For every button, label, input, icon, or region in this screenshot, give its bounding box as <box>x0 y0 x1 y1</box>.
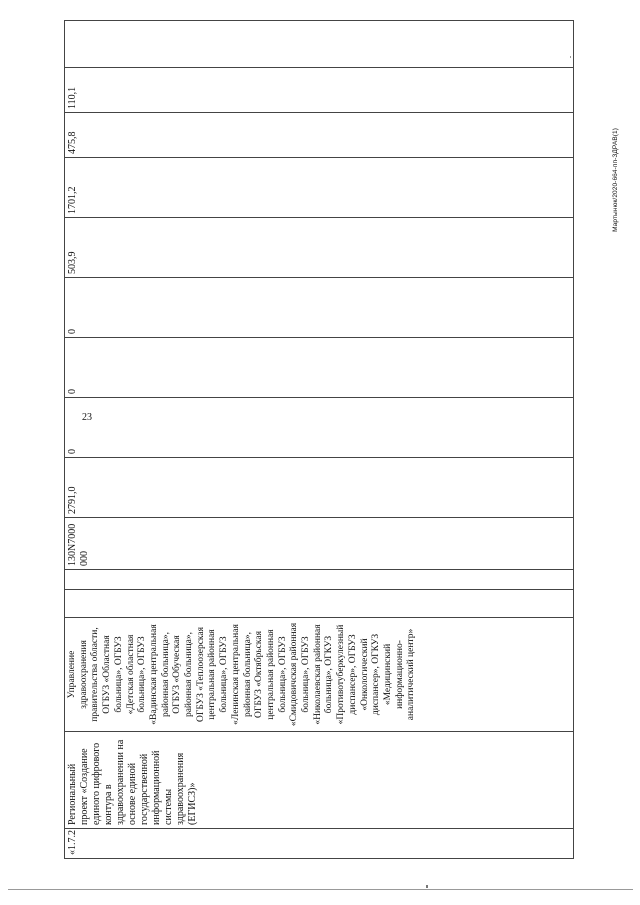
scan-edge-line <box>8 889 633 890</box>
document-code: Мартынюк/2020-664-пп-ЗДРАВ(1) <box>612 128 619 232</box>
project-name: Региональный проект «Создание единого цифрового контура в здравоохранении на основе единой государственной информационной системы здравоохранения (ЕГИСЗ)» <box>65 732 574 829</box>
budget-code: 130N7000000 <box>65 518 574 570</box>
scan-speck <box>426 885 428 888</box>
row-number: «1.7.2 <box>65 829 574 859</box>
program-table <box>64 21 574 859</box>
value-cell: 1701,2 <box>65 158 574 218</box>
value-cell: 0 <box>65 398 574 458</box>
value-cell: 475,8 <box>65 113 574 158</box>
value-cell: 503,9 <box>65 218 574 278</box>
value-cell: 110,1 <box>65 68 574 113</box>
scan-speck <box>570 56 571 58</box>
value-cell: 0 <box>65 338 574 398</box>
empty-cell-b <box>65 570 574 590</box>
empty-cell-a <box>65 590 574 618</box>
page-number: 23 <box>82 412 92 423</box>
value-cell: 0 <box>65 278 574 338</box>
total-value: 2791,0 <box>65 458 574 518</box>
table-row <box>65 21 574 859</box>
empty-cell <box>65 21 574 68</box>
executors: Управление здравоохранения правительства области, ОГБУЗ «Областная больница», ОГБУЗ «Детская областная больница», ОГБУЗ «Вадинская центральная районная больница», ОГБУЗ «Обуческая районная больница», ОГБУЗ «Теплоозерская центральная районная больница», ОГБУЗ «Ленинская центральная районная больница», ОГБУЗ «Октябрьская центральная районная больница», ОГБУЗ «Смидовичская районная больница», ОГБУЗ «Николаевская районная больница», ОГКУЗ «Противотуберкулезный диспансер», ОГБУЗ «Онкологический диспансер», ОГКУЗ «Медицинский информационно-аналитический центр» <box>65 618 574 732</box>
